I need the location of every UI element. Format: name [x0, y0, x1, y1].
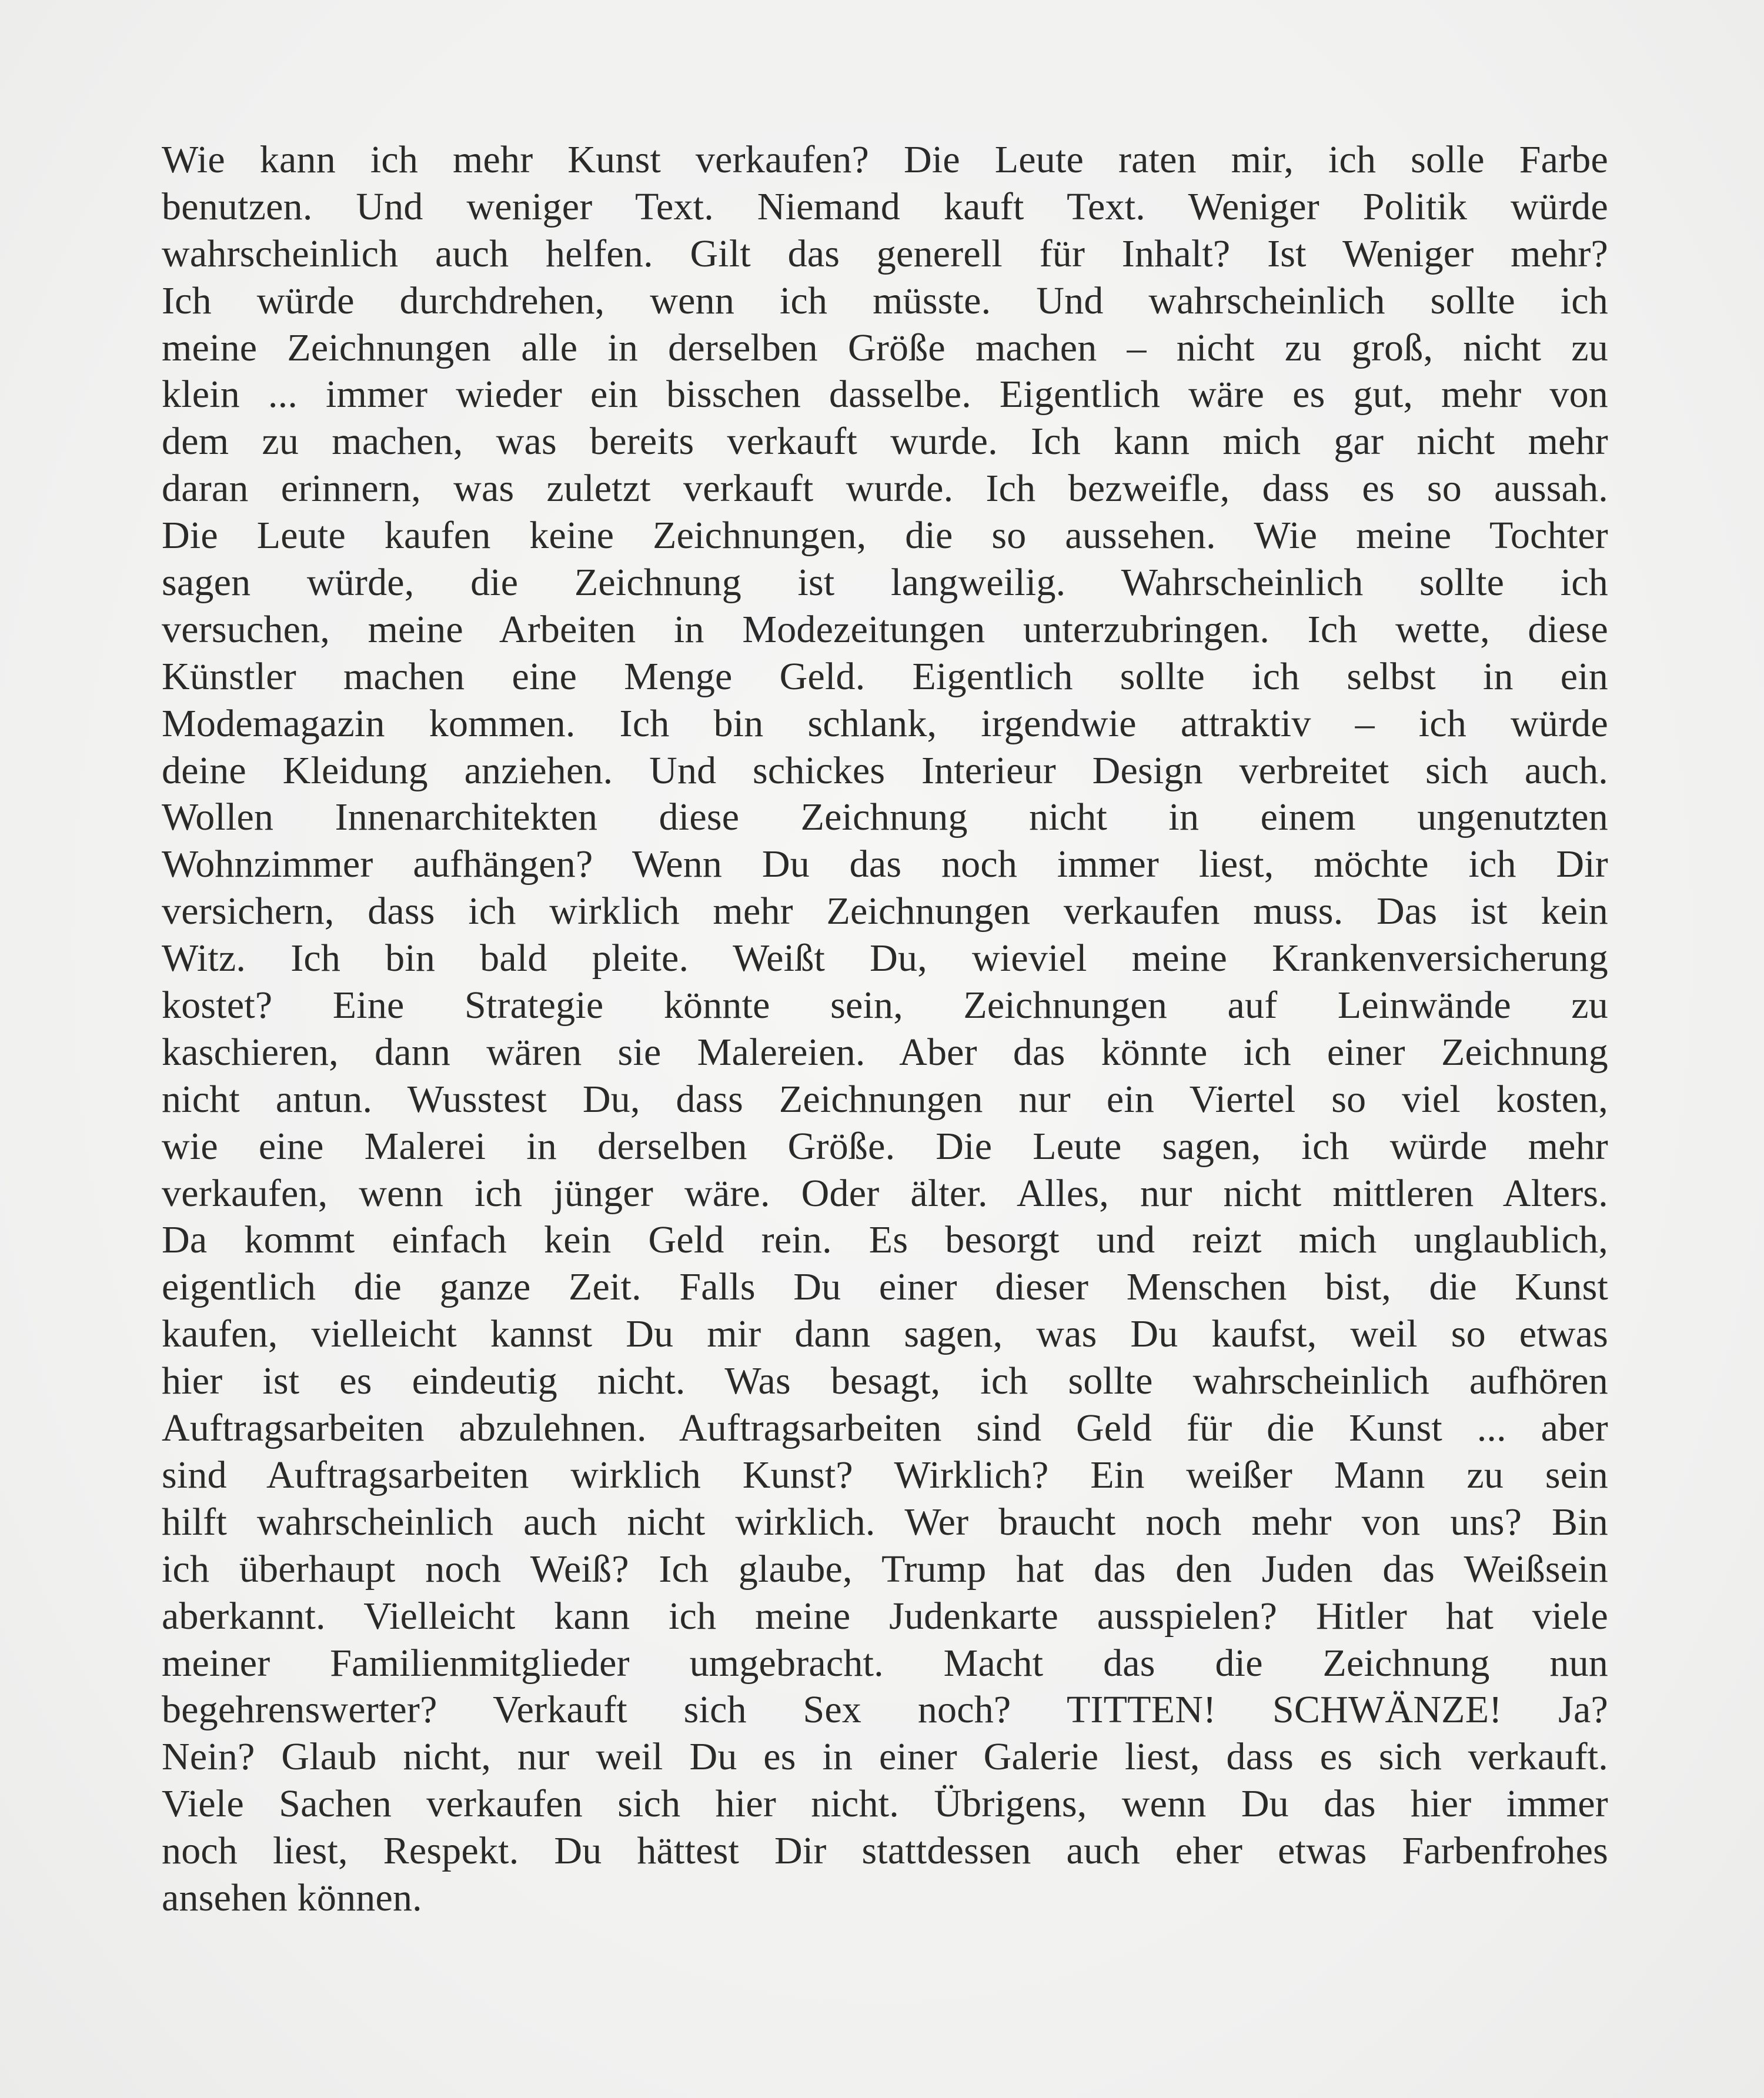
text-line: Auftragsarbeiten abzulehnen. Auftragsarbeiten sind Geld für die Kunst ... aber — [162, 1407, 1608, 1450]
text-line: sagen würde, die Zeichnung ist langweilig. Wahrscheinlich sollte ich — [162, 561, 1608, 604]
text-line: sind Auftragsarbeiten wirklich Kunst? Wirklich? Ein weißer Mann zu sein — [162, 1453, 1608, 1496]
text-line: Viele Sachen verkaufen sich hier nicht. Übrigens, wenn Du das hier immer — [162, 1782, 1608, 1826]
text-line: hier ist es eindeutig nicht. Was besagt, ich sollte wahrscheinlich aufhören — [162, 1359, 1608, 1403]
text-line: Witz. Ich bin bald pleite. Weißt Du, wieviel meine Krankenversicherung — [162, 937, 1608, 980]
text-line: hilft wahrscheinlich auch nicht wirklich. Wer braucht noch mehr von uns? Bin — [162, 1500, 1608, 1544]
text-line: dem zu machen, was bereits verkauft wurde. Ich kann mich gar nicht mehr — [162, 420, 1608, 463]
text-line: eigentlich die ganze Zeit. Falls Du einer dieser Menschen bist, die Kunst — [162, 1265, 1608, 1309]
text-line: begehrenswerter? Verkauft sich Sex noch? TITTEN! SCHWÄNZE! Ja? — [162, 1688, 1608, 1732]
text-line: kostet? Eine Strategie könnte sein, Zeichnungen auf Leinwände zu — [162, 984, 1608, 1027]
text-line: aberkannt. Vielleicht kann ich meine Judenkarte ausspielen? Hitler hat viele — [162, 1594, 1608, 1638]
text-line: Die Leute kaufen keine Zeichnungen, die so aussehen. Wie meine Tochter — [162, 514, 1608, 557]
text-line: verkaufen, wenn ich jünger wäre. Oder älter. Alles, nur nicht mittleren Alters. — [162, 1171, 1608, 1215]
text-line: benutzen. Und weniger Text. Niemand kauft Text. Weniger Politik würde — [162, 185, 1608, 228]
text-line-last: ansehen können. — [162, 1876, 422, 1919]
text-line: Modemagazin kommen. Ich bin schlank, irgendwie attraktiv – ich würde — [162, 701, 1608, 745]
text-line: Da kommt einfach kein Geld rein. Es besorgt und reizt mich unglaublich, — [162, 1218, 1608, 1262]
text-line: ich überhaupt noch Weiß? Ich glaube, Trump hat das den Juden das Weißsein — [162, 1547, 1608, 1591]
text-line: Wie kann ich mehr Kunst verkaufen? Die Leute raten mir, ich solle Farbe — [162, 138, 1608, 181]
text-line: Wollen Innenarchitekten diese Zeichnung nicht in einem ungenutzten — [162, 796, 1608, 839]
text-line: wahrscheinlich auch helfen. Gilt das generell für Inhalt? Ist Weniger mehr? — [162, 232, 1608, 275]
text-line: kaschieren, dann wären sie Malereien. Aber das könnte ich einer Zeichnung — [162, 1030, 1608, 1074]
text-line: deine Kleidung anziehen. Und schickes Interieur Design verbreitet sich auch. — [162, 749, 1608, 792]
text-line: Künstler machen eine Menge Geld. Eigentlich sollte ich selbst in ein — [162, 654, 1608, 698]
text-line: meiner Familienmitglieder umgebracht. Macht das die Zeichnung nun — [162, 1641, 1608, 1685]
text-line: klein ... immer wieder ein bisschen dasselbe. Eigentlich wäre es gut, mehr von — [162, 373, 1608, 416]
text-line: versuchen, meine Arbeiten in Modezeitungen unterzubringen. Ich wette, diese — [162, 607, 1608, 651]
text-line: Nein? Glaub nicht, nur weil Du es in einer Galerie liest, dass es sich verkauft. — [162, 1735, 1608, 1779]
text-line: versichern, dass ich wirklich mehr Zeichnungen verkaufen muss. Das ist kein — [162, 890, 1608, 933]
text-line: daran erinnern, was zuletzt verkauft wurde. Ich bezweifle, dass es so aussah. — [162, 467, 1608, 510]
text-line: wie eine Malerei in derselben Größe. Die Leute sagen, ich würde mehr — [162, 1124, 1608, 1168]
text-line: kaufen, vielleicht kannst Du mir dann sagen, was Du kaufst, weil so etwas — [162, 1312, 1608, 1356]
text-line: meine Zeichnungen alle in derselben Größe machen – nicht zu groß, nicht zu — [162, 326, 1608, 369]
text-line: nicht antun. Wusstest Du, dass Zeichnungen nur ein Viertel so viel kosten, — [162, 1077, 1608, 1121]
text-block — [162, 136, 1608, 1922]
text-line: Ich würde durchdrehen, wenn ich müsste. Und wahrscheinlich sollte ich — [162, 279, 1608, 322]
text-line: noch liest, Respekt. Du hättest Dir stattdessen auch eher etwas Farbenfrohes — [162, 1829, 1608, 1873]
text-line: Wohnzimmer aufhängen? Wenn Du das noch immer liest, möchte ich Dir — [162, 843, 1608, 886]
